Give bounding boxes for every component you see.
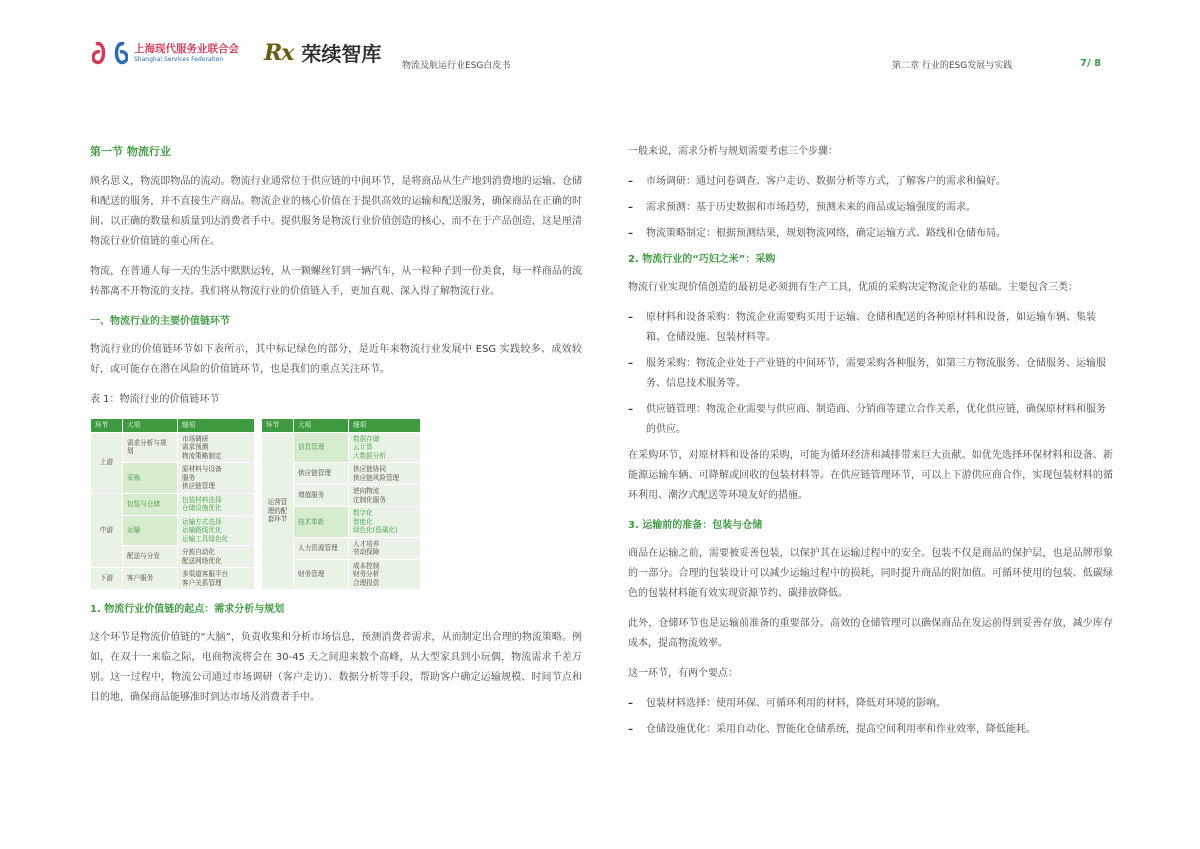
list-item: – 原材料和设备采购：物流企业需要购买用于运输、仓储和配送的各种原材料和设备，如运输车辆、集装箱、仓储设施、包装材料等。 bbox=[628, 308, 1113, 348]
dash-bullet-icon: – bbox=[628, 202, 633, 213]
value-chain-tables bbox=[90, 418, 582, 590]
list-item: – 仓储设施优化：采用自动化、智能化仓储系统，提高空间利用率和作业效率，降低能耗。 bbox=[628, 720, 1113, 740]
table-header: 大项 bbox=[294, 419, 349, 433]
detail-cell: 成本控制 财务分析 合理投资 bbox=[349, 559, 421, 590]
paragraph: 这个环节是物流价值链的“大脑”，负责收集和分析市场信息，预测消费者需求，从而制定出合理的物流策略。例如，在双十一来临之际，电商物流将会在 30-45 天之间迎来数个高峰，从大型家具到小玩偶，物流需求千差万别。这一过程中，物流公司通过市场调研（客户走访）、数据分析等手段，帮助客户确定运输规模、时间节点和目的地，确保商品能够准时到达市场及消费者手中。 bbox=[90, 632, 582, 703]
table-header: 环节 bbox=[262, 419, 294, 433]
table-header: 大项 bbox=[123, 419, 178, 433]
item-cell: 包装与仓储 bbox=[123, 493, 178, 515]
ssf-logo-icon bbox=[92, 38, 128, 68]
item-cell: 客户服务 bbox=[123, 568, 178, 590]
section-title: 第一节 物流行业 bbox=[90, 145, 171, 158]
paragraph: 物流行业的价值链环节如下表所示，其中标记绿色的部分，是近年来物流行业发展中 ESG 实践较多、成效较好，或可能存在潜在风险的价值链环节，也是我们的重点关注环节。 bbox=[90, 344, 582, 375]
dash-bullet-icon: – bbox=[628, 358, 633, 369]
item-cell: 采购 bbox=[123, 463, 178, 494]
table-caption: 表 1：物流行业的价值链环节 bbox=[90, 394, 220, 405]
paragraph: 物流，在普通人每一天的生活中默默运转，从一颗螺丝钉到一辆汽车，从一粒种子到一份美食，每一样商品的流转都离不开物流的支持。我们将从物流行业的价值链入手，更加直观、深入得了解物流行业。 bbox=[90, 266, 582, 297]
rx-logo-mark: Rx bbox=[264, 39, 294, 66]
detail-cell: 多渠道客服平台 客户关系管理 bbox=[178, 568, 255, 590]
subsection-title: 2. 物流行业的“巧妇之米”：采购 bbox=[628, 254, 776, 265]
dash-bullet-icon: – bbox=[628, 312, 633, 323]
dash-bullet-icon: – bbox=[628, 698, 633, 709]
detail-cell: 逆向物流 定制化服务 bbox=[349, 485, 421, 507]
paragraph: 此外，仓储环节也是运输前准备的重要部分。高效的仓储管理可以确保商品在发运前得到妥善存放，减少库存成本，提高物流效率。 bbox=[628, 618, 1113, 649]
value-chain-table-right bbox=[261, 418, 421, 590]
detail-cell: 运输方式选择 运输路线优化 运输工具绿色化 bbox=[178, 515, 255, 546]
item-cell: 技术革新 bbox=[294, 507, 349, 538]
detail-cell: 人才培养 劳动保障 bbox=[349, 537, 421, 559]
detail-cell: 包装材料选择 仓储设施优化 bbox=[178, 493, 255, 515]
item-cell: 需求分析与规划 bbox=[123, 432, 178, 463]
detail-cell: 原材料与设备 服务 供应链管理 bbox=[178, 463, 255, 494]
table-header: 环节 bbox=[91, 419, 123, 433]
ssf-name-en: Shanghai Services Federation bbox=[134, 55, 224, 63]
value-chain-table-left bbox=[90, 418, 255, 590]
dash-bullet-icon: – bbox=[628, 404, 633, 415]
paragraph: 一般来说，需求分析与规划需要考虑三个步骤： bbox=[628, 146, 838, 157]
table-header-row bbox=[91, 419, 255, 433]
document-title: 物流及航运行业ESG白皮书 bbox=[402, 61, 511, 71]
rongxu-name: 荣续智库 bbox=[301, 42, 382, 66]
left-column bbox=[90, 142, 582, 718]
item-cell: 配送与分发 bbox=[123, 546, 178, 568]
rongxu-logo bbox=[264, 38, 381, 67]
detail-cell: 数字化 智能化 绿色化(低碳化) bbox=[349, 507, 421, 538]
list-item: – 包装材料选择：使用环保、可循环利用的材料，降低对环境的影响。 bbox=[628, 694, 1113, 714]
table-header: 细项 bbox=[349, 419, 421, 433]
detail-cell: 分拣自动化 配送网络优化 bbox=[178, 546, 255, 568]
list-item: – 服务采购：物流企业处于产业链的中间环节，需要采购各种服务，如第三方物流服务、仓储服务、运输服务、信息技术服务等。 bbox=[628, 354, 1113, 394]
item-cell: 财务管理 bbox=[294, 559, 349, 590]
table-row bbox=[91, 568, 255, 590]
table-header-row bbox=[262, 419, 421, 433]
paragraph: 物流行业实现价值创造的最初是必须拥有生产工具，优质的采购决定物流企业的基础。主要包含三类： bbox=[628, 282, 1078, 293]
ssf-name-cn: 上海现代服务业联合会 bbox=[134, 42, 239, 55]
right-column bbox=[628, 142, 1113, 746]
list-item: – 供应链管理：物流企业需要与供应商、制造商、分销商等建立合作关系，优化供应链，确保原材料和服务的供应。 bbox=[628, 400, 1113, 440]
subsection-title: 一、物流行业的主要价值链环节 bbox=[90, 316, 230, 327]
chapter-title: 第二章 行业的ESG发展与实践 bbox=[892, 61, 1013, 71]
item-cell: 人力资源管理 bbox=[294, 537, 349, 559]
table-header: 细项 bbox=[178, 419, 255, 433]
table-row bbox=[91, 493, 255, 515]
item-cell: 信息管理 bbox=[294, 432, 349, 463]
list-item: – 市场调研：通过问卷调查、客户走访、数据分析等方式，了解客户的需求和偏好。 bbox=[628, 172, 1113, 192]
subsection-title: 1. 物流行业价值链的起点：需求分析与规划 bbox=[90, 604, 285, 615]
ssf-logo bbox=[92, 38, 239, 68]
stage-cell: 上游 bbox=[91, 432, 123, 493]
item-cell: 增值服务 bbox=[294, 485, 349, 507]
paragraph: 顾名思义，物流即物品的流动。物流行业通常位于供应链的中间环节，是将商品从生产地到消费地的运输、仓储和配送的服务，并不直接生产商品。物流企业的核心价值在于提供高效的运输和配送服务，确保商品在正确的时间、以正确的数量和质量到达消费者手中。提供服务是物流行业价值创造的核心，而不在于产品创造，这是厘清物流行业价值链的重心所在。 bbox=[90, 176, 582, 247]
table-row bbox=[91, 432, 255, 463]
dash-bullet-icon: – bbox=[628, 176, 633, 187]
table-row bbox=[262, 432, 421, 463]
item-cell: 运输 bbox=[123, 515, 178, 546]
page-header bbox=[0, 0, 1200, 90]
dash-bullet-icon: – bbox=[628, 228, 633, 239]
stage-cell: 下游 bbox=[91, 568, 123, 590]
stage-cell: 运营管理的配套环节 bbox=[262, 432, 294, 590]
detail-cell: 市场调研 需求预测 物流策略制定 bbox=[178, 432, 255, 463]
paragraph: 商品在运输之前，需要被妥善包装，以保护其在运输过程中的安全。包装不仅是商品的保护层，也是品牌形象的一部分。合理的包装设计可以减少运输过程中的损耗，同时提升商品的附加值。可循环使用的包装、低碳绿色的包装材料能有效实现资源节约、碳排放降低。 bbox=[628, 548, 1113, 599]
detail-cell: 数据存储 云计算 大数据分析 bbox=[349, 432, 421, 463]
page-number: 7/ 8 bbox=[1080, 58, 1102, 69]
subsection-title: 3. 运输前的准备：包装与仓储 bbox=[628, 520, 763, 531]
list-item: – 物流策略制定：根据预测结果，规划物流网络，确定运输方式、路线和仓储布局。 bbox=[628, 224, 1113, 244]
item-cell: 供应链管理 bbox=[294, 463, 349, 485]
stage-cell: 中游 bbox=[91, 493, 123, 568]
paragraph: 在采购环节，对原材料和设备的采购，可能为循环经济和减排带来巨大贡献。如优先选择环保材料和设备、新能源运输车辆、可降解或回收的包装材料等。在供应链管理环节，可以上下游供应商合作，实现包装材料的循环利用、潮汐式配送等环境友好的措施。 bbox=[628, 450, 1113, 501]
list-item: – 需求预测：基于历史数据和市场趋势，预测未来的商品或运输强度的需求。 bbox=[628, 198, 1113, 218]
dash-bullet-icon: – bbox=[628, 724, 633, 735]
detail-cell: 供应链协同 供应链风险管理 bbox=[349, 463, 421, 485]
paragraph: 这一环节，有两个要点： bbox=[628, 668, 738, 679]
